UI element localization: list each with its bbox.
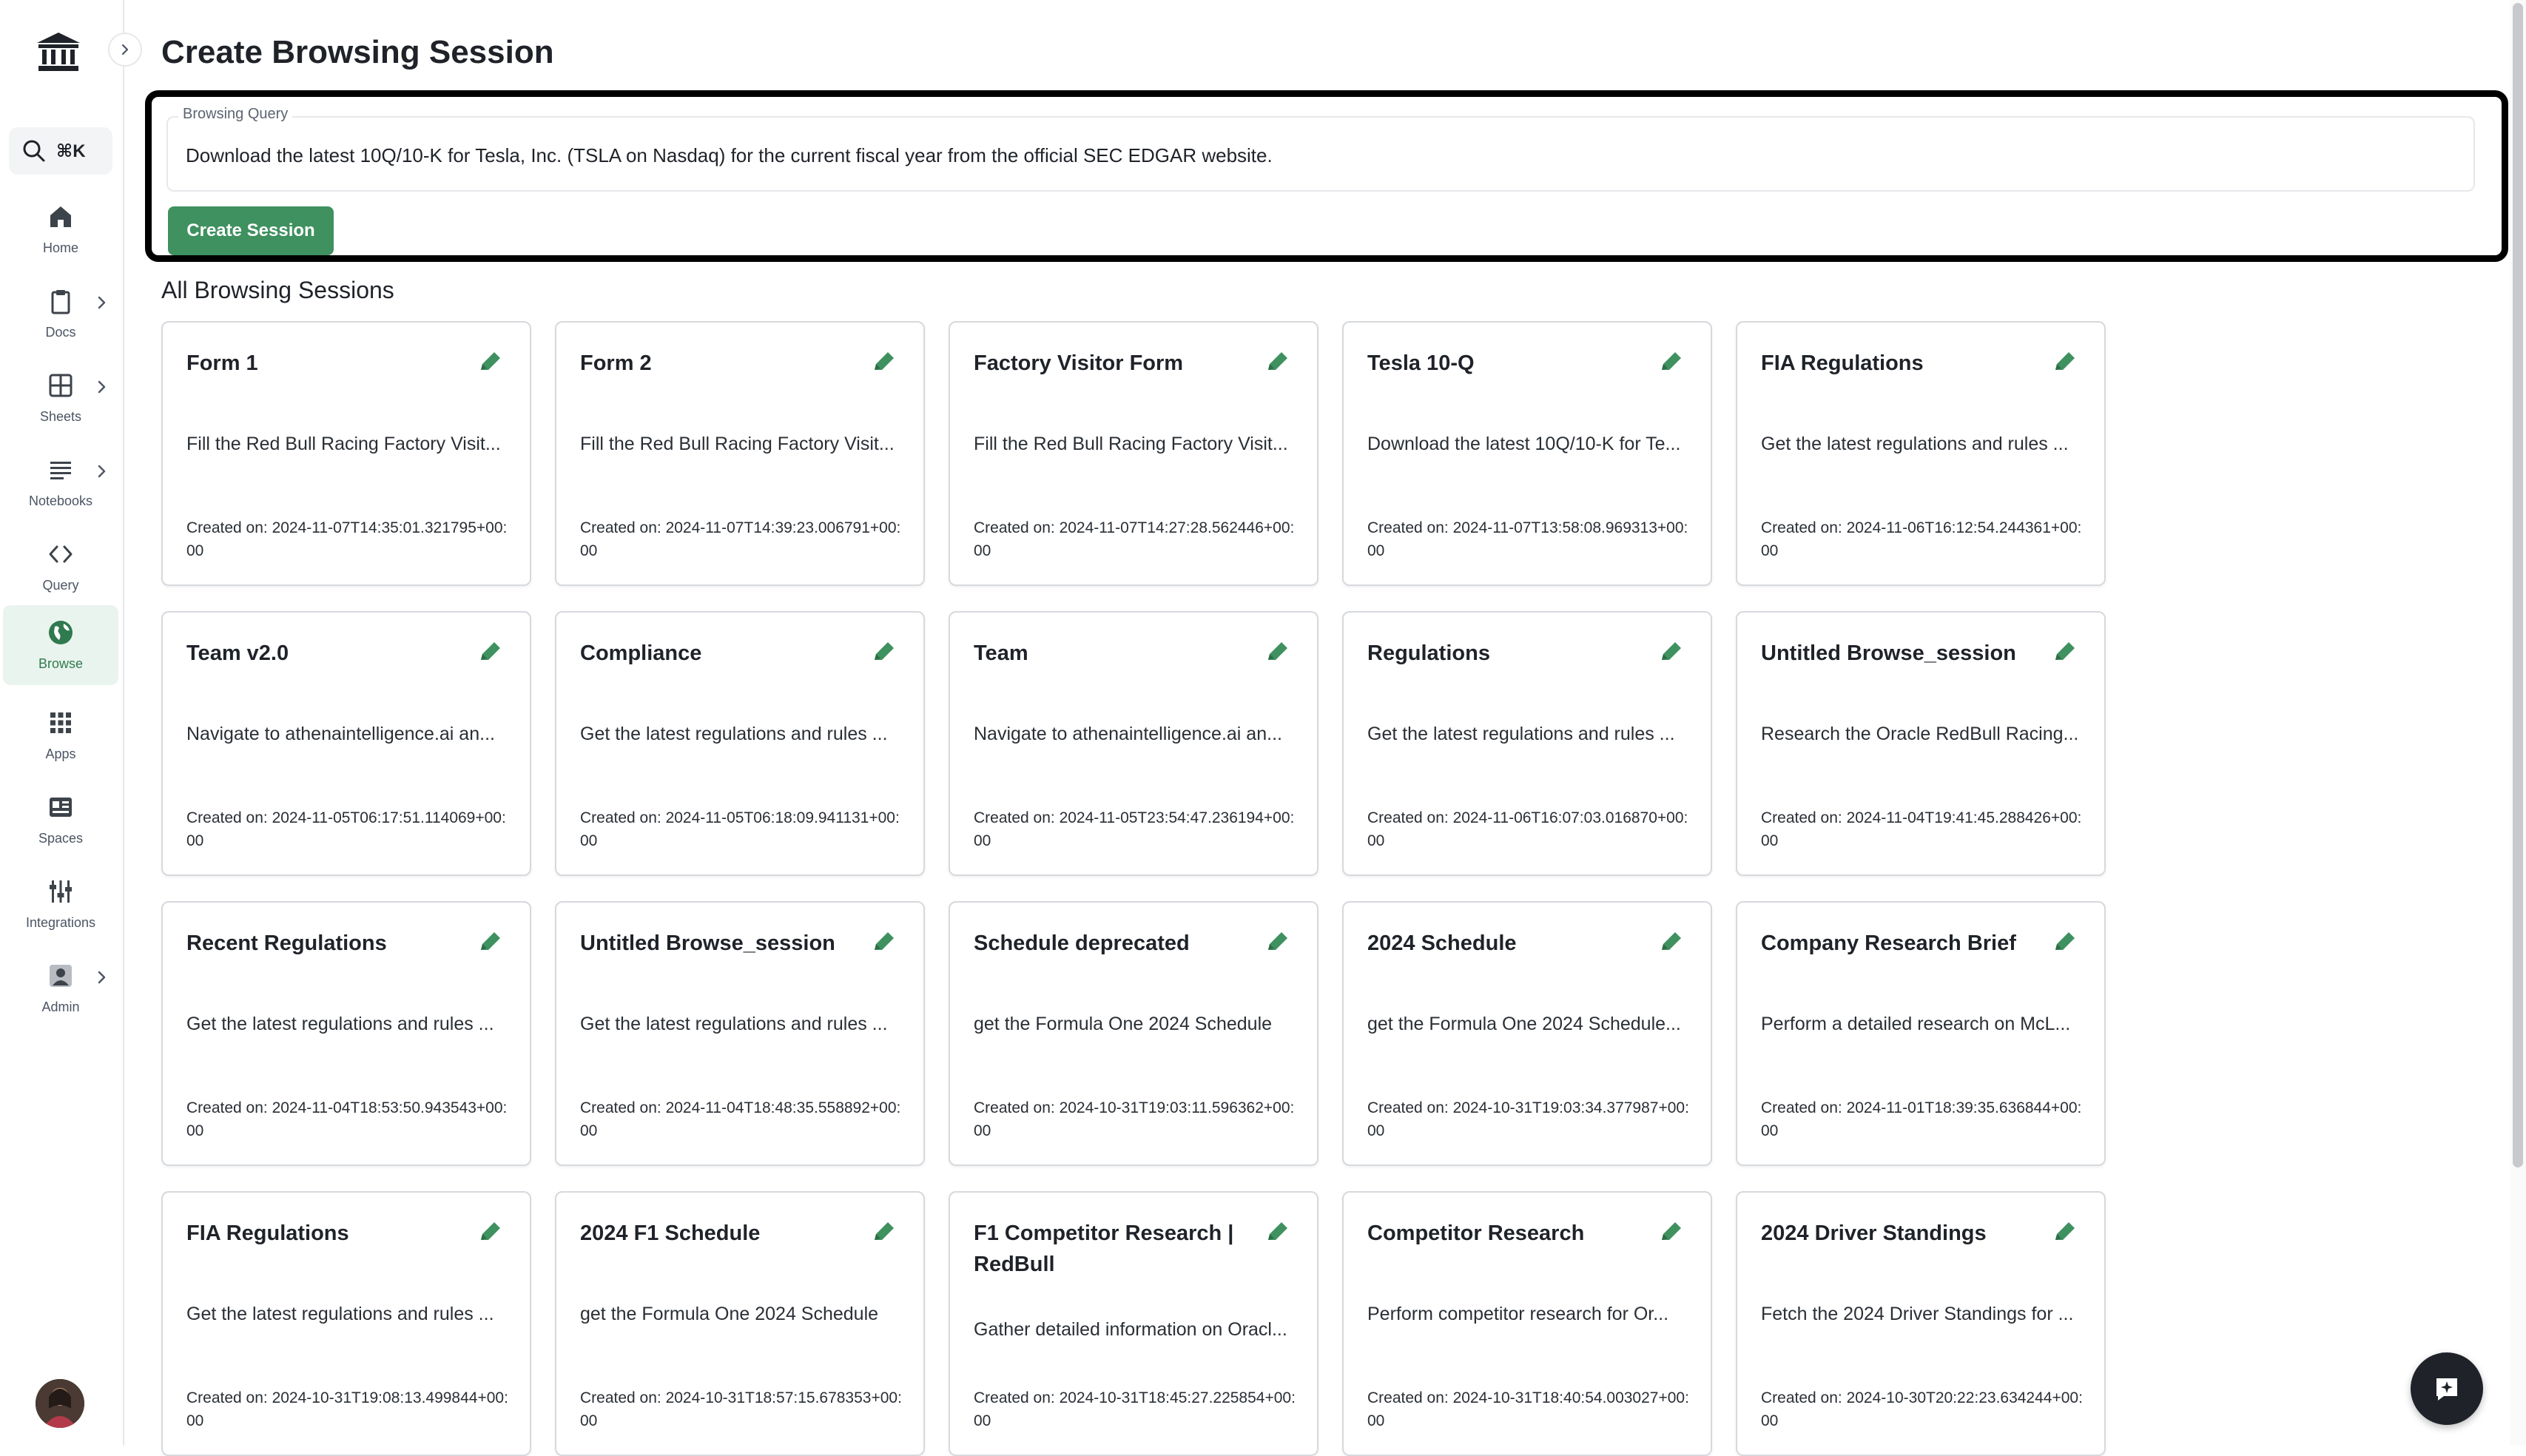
session-description: Get the latest regulations and rules ... [1761,434,2069,454]
edit-pencil-icon[interactable] [476,638,505,666]
session-created-date: Created on: 2024-11-07T14:35:01.321795+00:00 [186,519,508,559]
session-description: Get the latest regulations and rules ... [580,724,888,744]
user-avatar[interactable] [36,1379,84,1428]
session-created-date: Created on: 2024-10-31T18:45:27.225854+00:00 [974,1389,1296,1429]
search-button[interactable] [9,127,112,175]
sidebar-item-query[interactable] [3,527,118,607]
session-title: Untitled Browse_session [580,931,835,955]
session-description: get the Formula One 2024 Schedule [580,1304,879,1324]
sidebar-item-home[interactable] [3,189,118,269]
sidebar-item-sheets[interactable] [3,358,118,438]
session-description: Fetch the 2024 Driver Standings for ... [1761,1304,2074,1324]
edit-pencil-icon[interactable] [1657,348,1685,376]
chevron-right-icon[interactable] [96,969,108,985]
session-card[interactable] [555,321,925,586]
session-card[interactable] [1342,321,1712,586]
session-description: Get the latest regulations and rules ... [580,1014,888,1034]
admin-user-icon [47,963,74,989]
search-icon [22,139,46,163]
session-card[interactable] [555,611,925,876]
session-card[interactable] [1736,611,2106,876]
session-description: Perform a detailed research on McL... [1761,1014,2071,1034]
session-title: FIA Regulations [1761,351,1924,375]
globe-icon [47,619,74,646]
session-card[interactable] [161,321,531,586]
session-card[interactable] [1342,901,1712,1166]
session-card[interactable] [949,1191,1318,1456]
session-title: Regulations [1367,641,1490,665]
sidebar-item-label: Notebooks [28,493,93,508]
browsing-query-field[interactable] [166,106,2475,192]
session-title: Form 2 [580,351,652,375]
session-created-date: Created on: 2024-11-06T16:07:03.016870+00:00 [1367,809,1688,849]
sidebar-item-admin[interactable] [3,948,118,1028]
session-title: Form 1 [186,351,258,375]
sidebar-item-spaces[interactable] [3,780,118,860]
sidebar-item-label: Spaces [38,830,84,846]
edit-pencil-icon[interactable] [1264,928,1292,956]
session-title: Team [974,641,1028,665]
sidebar-item-label: Browse [38,655,84,671]
session-description: Perform competitor research for Or... [1367,1304,1669,1324]
session-created-date: Created on: 2024-10-31T19:03:11.596362+00:00 [974,1099,1295,1139]
session-description: Fill the Red Bull Racing Factory Visit... [580,434,895,454]
session-created-date: Created on: 2024-11-05T06:17:51.114069+00:00 [186,809,506,849]
session-created-date: Created on: 2024-11-07T13:58:08.969313+00:00 [1367,519,1688,559]
edit-pencil-icon[interactable] [476,348,505,376]
chevron-right-icon [118,43,132,56]
spaces-icon [47,794,74,820]
session-description: Get the latest regulations and rules ... [186,1304,494,1324]
sidebar-item-label: Apps [45,746,76,761]
sidebar-item-label: Admin [41,999,80,1014]
session-created-date: Created on: 2024-11-07T14:27:28.562446+00:00 [974,519,1295,559]
session-created-date: Created on: 2024-10-31T19:03:34.377987+00:00 [1367,1099,1689,1139]
sidebar-item-integrations[interactable] [3,864,118,944]
session-card[interactable] [1342,1191,1712,1456]
session-title: Competitor Research [1367,1221,1585,1245]
edit-pencil-icon[interactable] [2051,638,2079,666]
session-card[interactable] [161,1191,531,1456]
edit-pencil-icon[interactable] [870,1218,898,1246]
session-title: Untitled Browse_session [1761,641,2016,665]
session-card[interactable] [1736,321,2106,586]
page-scrollbar[interactable] [2510,0,2526,1446]
session-card[interactable] [1736,1191,2106,1456]
integrations-icon [47,878,74,905]
edit-pencil-icon[interactable] [870,638,898,666]
session-created-date: Created on: 2024-10-31T19:08:13.499844+00:00 [186,1389,508,1429]
session-created-date: Created on: 2024-10-31T18:40:54.003027+00:00 [1367,1389,1689,1429]
session-description: Get the latest regulations and rules ... [1367,724,1675,744]
session-card[interactable] [161,901,531,1166]
sidebar-item-label: Docs [45,324,76,340]
session-description: Navigate to athenaintelligence.ai an... [974,724,1282,744]
edit-pencil-icon[interactable] [2051,928,2079,956]
session-title: Tesla 10-Q [1367,351,1475,375]
session-title: 2024 F1 Schedule [580,1221,761,1245]
edit-pencil-icon[interactable] [1657,928,1685,956]
session-title: 2024 Schedule [1367,931,1517,955]
session-description: Download the latest 10Q/10-K for Te... [1367,434,1681,454]
edit-pencil-icon[interactable] [870,348,898,376]
session-created-date: Created on: 2024-10-30T20:22:23.634244+00:00 [1761,1389,2083,1429]
create-session-button[interactable]: Create Session [168,206,334,255]
sidebar-item-label: Query [42,577,79,593]
clipboard-icon [47,288,74,314]
session-card[interactable] [949,321,1318,586]
apps-grid-icon [47,710,74,736]
session-description: Navigate to athenaintelligence.ai an... [186,724,495,744]
session-card[interactable] [1736,901,2106,1166]
sparkle-chat-icon [2432,1374,2462,1403]
session-created-date: Created on: 2024-11-07T14:39:23.006791+00:00 [580,519,901,559]
chat-assistant-button[interactable] [2411,1352,2483,1425]
sidebar-item-label: Integrations [25,914,96,930]
sidebar-item-browse[interactable] [3,605,118,685]
sidebar [0,0,124,1446]
session-card[interactable] [161,611,531,876]
session-title: Schedule deprecated [974,931,1190,955]
sessions-section-title: All Browsing Sessions [161,277,394,303]
chevron-right-icon[interactable] [96,379,108,395]
session-title: Company Research Brief [1761,931,2016,955]
session-description: Gather detailed information on Oracl... [974,1319,1287,1340]
session-description: Get the latest regulations and rules ... [186,1014,494,1034]
session-created-date: Created on: 2024-11-01T18:39:35.636844+00:00 [1761,1099,2082,1139]
browsing-query-label: Browsing Query [178,106,292,123]
edit-pencil-icon[interactable] [1657,1218,1685,1246]
edit-pencil-icon[interactable] [2051,348,2079,376]
session-card[interactable] [949,611,1318,876]
bank-logo-icon[interactable] [36,31,81,73]
sessions-grid [161,321,2107,1456]
edit-pencil-icon[interactable] [1657,638,1685,666]
session-description: get the Formula One 2024 Schedule... [1367,1014,1681,1034]
session-created-date: Created on: 2024-11-04T19:41:45.288426+00:00 [1761,809,2082,849]
sidebar-item-label: Home [42,240,78,255]
code-icon [47,541,74,567]
session-title: Compliance [580,641,702,665]
session-card[interactable] [949,901,1318,1166]
page-title: Create Browsing Session [161,34,554,70]
session-description: Fill the Red Bull Racing Factory Visit... [974,434,1288,454]
sidebar-item-docs[interactable] [3,274,118,354]
edit-pencil-icon[interactable] [870,928,898,956]
edit-pencil-icon[interactable] [1264,348,1292,376]
session-card[interactable] [555,1191,925,1456]
sidebar-collapse-button[interactable] [108,33,142,67]
session-card[interactable] [1342,611,1712,876]
home-icon [47,203,74,230]
sidebar-item-label: Sheets [39,408,82,424]
browsing-query-input[interactable]: Download the latest 10Q/10-K for Tesla, Inc. (TSLA on Nasdaq) for the current fiscal year from the official SEC EDGAR website. [186,144,1273,166]
session-title: Recent Regulations [186,931,387,955]
session-card[interactable] [555,901,925,1166]
sidebar-item-notebooks[interactable] [3,442,118,522]
session-title: FIA Regulations [186,1221,349,1245]
browsing-query-panel [145,90,2508,262]
session-created-date: Created on: 2024-11-04T18:53:50.943543+00:00 [186,1099,508,1139]
session-title: F1 Competitor Research | RedBull [974,1221,1234,1276]
search-shortcut: ⌘K [56,141,86,161]
session-description: Fill the Red Bull Racing Factory Visit... [186,434,501,454]
session-title: Team v2.0 [186,641,289,665]
edit-pencil-icon[interactable] [476,928,505,956]
scrollbar-thumb[interactable] [2513,3,2523,1167]
notebook-list-icon [47,456,74,483]
edit-pencil-icon[interactable] [476,1218,505,1246]
edit-pencil-icon[interactable] [1264,1218,1292,1246]
session-title: Factory Visitor Form [974,351,1184,375]
sidebar-item-apps[interactable] [3,695,118,775]
edit-pencil-icon[interactable] [1264,638,1292,666]
session-title: 2024 Driver Standings [1761,1221,1987,1245]
session-description: Research the Oracle RedBull Racing... [1761,724,2079,744]
edit-pencil-icon[interactable] [2051,1218,2079,1246]
chevron-right-icon[interactable] [96,463,108,479]
chevron-right-icon[interactable] [96,294,108,311]
session-created-date: Created on: 2024-11-04T18:48:35.558892+00:00 [580,1099,901,1139]
session-created-date: Created on: 2024-11-06T16:12:54.244361+00:00 [1761,519,2082,559]
session-created-date: Created on: 2024-10-31T18:57:15.678353+00:00 [580,1389,902,1429]
sheets-grid-icon [47,372,74,399]
session-created-date: Created on: 2024-11-05T06:18:09.941131+00:00 [580,809,900,849]
session-created-date: Created on: 2024-11-05T23:54:47.236194+00:00 [974,809,1295,849]
session-description: get the Formula One 2024 Schedule [974,1014,1273,1034]
